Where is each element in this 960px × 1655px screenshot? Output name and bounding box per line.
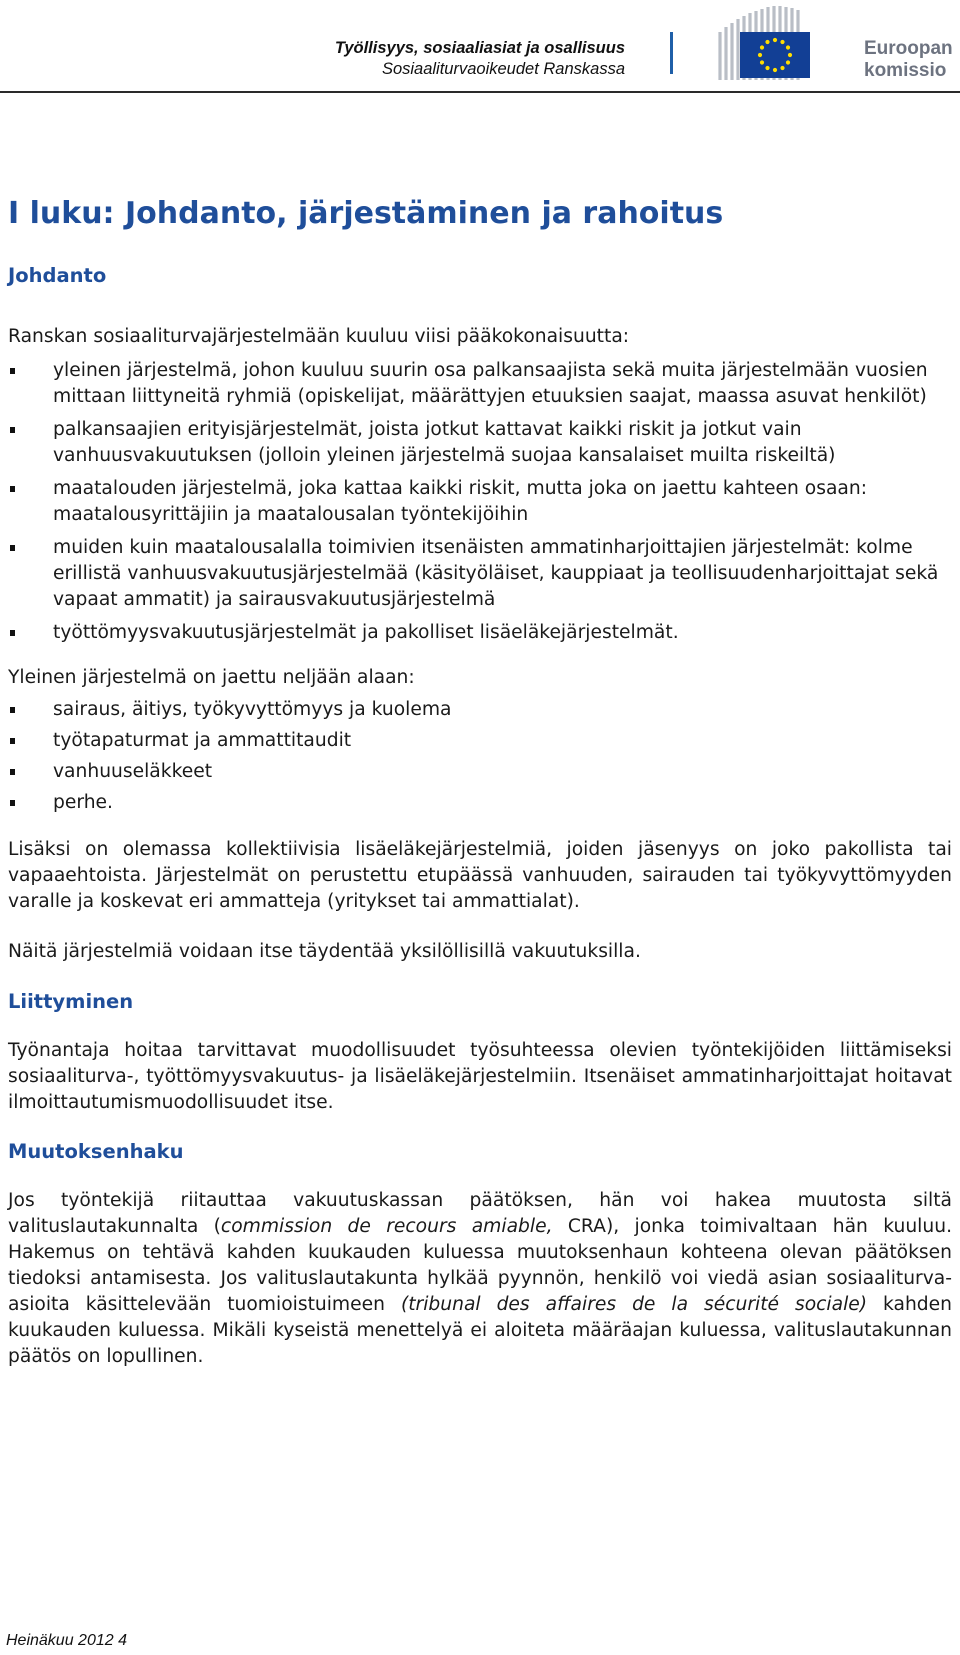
list-item-text: yleinen järjestelmä, johon kuuluu suurin osa palkansaajista sekä muita järjestelmään vuosien mittaan liittyneitä ryhmiä (opiskelijat, määrättyjen etuuksien saajat, maassa asuvat henkilöt) bbox=[53, 360, 928, 407]
logo-wordmark bbox=[864, 38, 953, 82]
muutoksenhaku-paragraph bbox=[8, 1188, 952, 1370]
list-item-text: palkansaajien erityisjärjestelmät, joista jotkut kattavat kaikki riskit ja jotkut vain vanhuusvakuutuksen (jolloin yleinen järjestelmä suojaa kansalaiset muilta riskeiltä) bbox=[53, 419, 836, 466]
bullet-icon bbox=[10, 738, 15, 744]
header-line-1: Työllisyys, sosiaaliasiat ja osallisuus bbox=[334, 39, 625, 57]
page-header bbox=[0, 0, 960, 93]
document-body bbox=[8, 196, 952, 1370]
muutoksenhaku-text-3: kahden kuukauden kuluessa. Mikäli kyseistä menettelyä ei aloiteta määräajan kuluessa, valituslautakunnan päätös on lopullinen. bbox=[8, 1294, 952, 1367]
bullet-icon bbox=[10, 427, 15, 433]
logo-line-2: komissio bbox=[864, 60, 947, 81]
list-item bbox=[8, 535, 952, 613]
list-item-text: työttömyysvakuutusjärjestelmät ja pakolliset lisäeläkejärjestelmät. bbox=[53, 622, 679, 643]
bullet-icon bbox=[10, 707, 15, 713]
muutoksenhaku-term-tribunal: (tribunal des affaires de la sécurité sociale) bbox=[400, 1294, 868, 1315]
section-heading-johdanto: Johdanto bbox=[8, 264, 107, 287]
list-item-text: muiden kuin maatalousalalla toimivien itsenäisten ammatinharjoittajien järjestelmät: kolme erillistä vanhuusvakuutusjärjestelmää (käsityöläiset, kauppiaat ja teollisuudenharjoittajat sekä vapaat ammatit) ja sairausvakuutusjärjestelmä bbox=[53, 537, 939, 610]
branches-list bbox=[8, 697, 952, 816]
muutoksenhaku-text-2: CRA), jonka toimivaltaan hän kuuluu. Hakemus on tehtävä kahden kuukauden kuluessa muutoksenhaun kohteena olevan päätöksen tiedoksi antamisesta. Jos valituslautakunta hylkää pyynnön, henkilö voi viedä asian sosiaaliturva-asioita käsittelevään tuomioistuimeen bbox=[8, 1216, 953, 1315]
bullet-icon bbox=[10, 769, 15, 775]
muutoksenhaku-term-cra: commission de recours amiable, bbox=[220, 1216, 553, 1237]
list-item bbox=[8, 476, 952, 528]
bullet-icon bbox=[10, 545, 15, 551]
header-separator bbox=[670, 32, 673, 74]
section-heading-muutoksenhaku: Muutoksenhaku bbox=[8, 1140, 184, 1163]
list-item bbox=[8, 620, 952, 646]
list-item bbox=[8, 790, 952, 816]
bullet-icon bbox=[10, 630, 15, 636]
individual-insurance-paragraph: Näitä järjestelmiä voidaan itse täydentää yksilöllisillä vakuutuksilla. bbox=[8, 941, 641, 962]
liittyminen-paragraph: Työnantaja hoitaa tarvittavat muodollisuudet työsuhteessa olevien työntekijöiden liittämiseksi sosiaaliturva-, työttömyysvakuutus- ja lisäeläkejärjestelmiin. Itsenäiset ammatinharjoittajat hoitavat ilmoittautumismuodollisuudet itse. bbox=[8, 1040, 952, 1113]
header-titles bbox=[335, 38, 625, 80]
list-item-text: sairaus, äitiys, työkyvyttömyys ja kuolema bbox=[53, 699, 452, 720]
eu-flag-icon bbox=[740, 32, 810, 78]
chapter-title: I luku: Johdanto, järjestäminen ja rahoitus bbox=[8, 196, 724, 231]
bullet-icon bbox=[10, 800, 15, 806]
list-item-text: perhe. bbox=[53, 792, 113, 813]
muutoksenhaku-text-1: Jos työntekijä riitauttaa vakuutuskassan päätöksen, hän voi hakea muutosta siltä valituslautakunnalta ( bbox=[8, 1190, 952, 1237]
general-scheme-paragraph: Yleinen järjestelmä on jaettu neljään alaan: bbox=[8, 667, 415, 688]
list-item bbox=[8, 358, 952, 410]
supplementary-paragraph: Lisäksi on olemassa kollektiivisia lisäeläkejärjestelmiä, joiden jäsenyys on joko pakollista tai vapaaehtoista. Järjestelmät on perustettu etupäässä vanhuuden, sairauden tai työkyvyttömyyden varalle ja koskevat eri ammatteja (yritykset tai ammattialat). bbox=[8, 839, 952, 912]
bullet-icon bbox=[10, 368, 15, 374]
list-item bbox=[8, 728, 952, 754]
european-commission-logo bbox=[712, 2, 960, 90]
page-footer: Heinäkuu 2012 4 bbox=[6, 1632, 127, 1649]
list-item-text: maatalouden järjestelmä, joka kattaa kaikki riskit, mutta joka on jaettu kahteen osaan: maatalousyrittäjiin ja maatalousalan työntekijöihin bbox=[53, 478, 868, 525]
header-line-2: Sosiaaliturvaoikeudet Ranskassa bbox=[381, 60, 625, 78]
header-rule bbox=[0, 91, 960, 93]
intro-paragraph: Ranskan sosiaaliturvajärjestelmään kuuluu viisi pääkokonaisuutta: bbox=[8, 326, 630, 347]
bullet-icon bbox=[10, 486, 15, 492]
section-heading-liittyminen: Liittyminen bbox=[8, 990, 134, 1013]
schemes-list bbox=[8, 358, 952, 646]
list-item-text: työtapaturmat ja ammattitaudit bbox=[53, 730, 352, 751]
list-item bbox=[8, 417, 952, 469]
list-item bbox=[8, 759, 952, 785]
list-item bbox=[8, 697, 952, 723]
list-item-text: vanhuuseläkkeet bbox=[53, 761, 213, 782]
logo-line-1: Euroopan bbox=[864, 38, 953, 59]
